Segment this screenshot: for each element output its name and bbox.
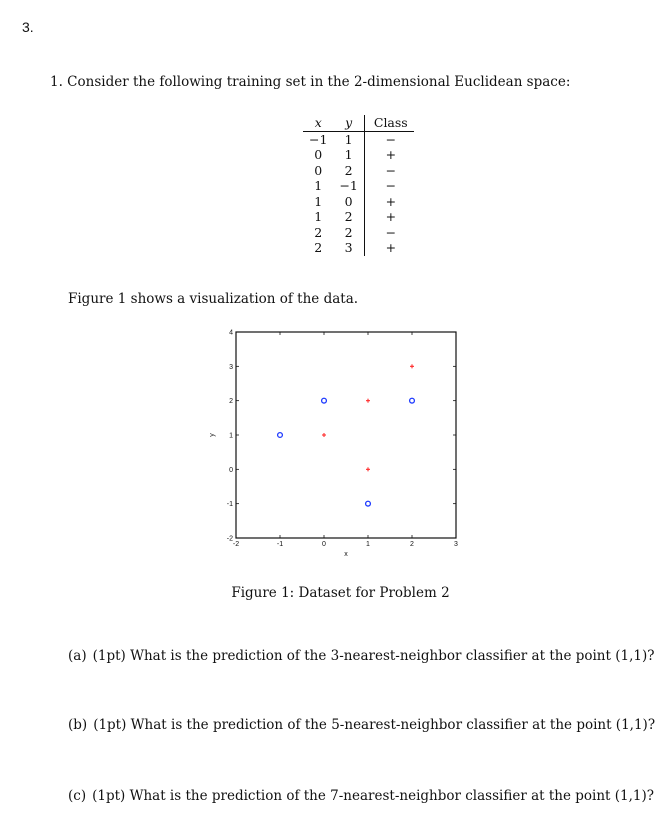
data-point-positive [366, 467, 370, 471]
header-class: Class [364, 115, 413, 131]
cell-y: 2 [333, 225, 364, 241]
x-tick-label: -2 [232, 541, 240, 548]
cell-x: 2 [314, 240, 323, 255]
x-tick-label: 1 [366, 541, 370, 548]
y-tick-label: 1 [229, 432, 233, 440]
cell-y: 1 [333, 131, 364, 147]
x-tick-label: 3 [454, 541, 458, 548]
cell-y: −1 [333, 178, 364, 194]
y-tick-label: 2 [229, 398, 233, 406]
question-text: (1pt) What is the prediction of the 3-nearest-neighbor classifier at the point (1,1)? [92, 648, 655, 664]
cell-x: 2 [314, 224, 323, 240]
cell-class: + [385, 209, 397, 224]
question-text: (1pt) What is the prediction of the 5-nearest-neighbor classifier at the point (1,1)? [93, 717, 656, 733]
cell-class: − [385, 224, 397, 240]
question-label: (b) [68, 717, 88, 733]
question-label: (c) [68, 788, 87, 804]
data-point-negative [322, 398, 327, 403]
y-tick-label: 0 [229, 466, 233, 474]
figure-intro: Figure 1 shows a visualization of the data. [68, 291, 359, 307]
header-x: x [303, 115, 333, 131]
data-point-negative [278, 433, 283, 438]
cell-class: + [385, 147, 397, 162]
x-tick-label: 2 [410, 541, 414, 548]
question-text: (1pt) What is the prediction of the 7-nearest-neighbor classifier at the point (1,1)? [92, 788, 654, 804]
cell-class: − [385, 162, 397, 178]
question-b [68, 717, 655, 733]
cell-y: 1 [333, 147, 364, 163]
question-label: (a) [68, 648, 87, 664]
question-c [68, 788, 654, 804]
data-point-negative [366, 501, 371, 506]
data-point-positive [410, 364, 414, 368]
data-point-positive [322, 433, 326, 437]
cell-x: 1 [314, 178, 323, 193]
page-number: 3. [22, 19, 34, 35]
cell-x: 0 [314, 147, 323, 162]
header-y: y [333, 115, 364, 131]
question-a [68, 648, 654, 664]
cell-y: 0 [333, 194, 364, 210]
cell-class: − [385, 178, 397, 193]
y-tick-label: 3 [229, 363, 233, 371]
cell-y: 3 [333, 240, 364, 256]
data-point-negative [410, 398, 415, 403]
y-tick-label: -1 [226, 501, 233, 509]
problem-intro: 1. Consider the following training set in the 2-dimensional Euclidean space: [50, 74, 571, 90]
cell-x: 1 [314, 209, 323, 224]
cell-y: 2 [333, 163, 364, 179]
y-tick-label: -2 [226, 535, 233, 543]
x-tick-label: 0 [322, 541, 326, 548]
cell-y: 2 [333, 209, 364, 225]
x-tick-label: -1 [276, 541, 284, 548]
plot-frame [236, 332, 456, 538]
cell-x: 0 [314, 162, 323, 178]
figure-caption: Figure 1: Dataset for Problem 2 [231, 585, 450, 601]
cell-x: −1 [309, 131, 328, 147]
y-tick-label: 4 [229, 329, 233, 337]
cell-class: − [385, 131, 397, 147]
y-axis-label: y [209, 433, 216, 437]
data-point-positive [366, 399, 370, 403]
x-axis-label: x [344, 551, 348, 558]
cell-x: 1 [314, 193, 323, 209]
cell-class: + [385, 240, 397, 255]
cell-class: + [385, 193, 397, 209]
